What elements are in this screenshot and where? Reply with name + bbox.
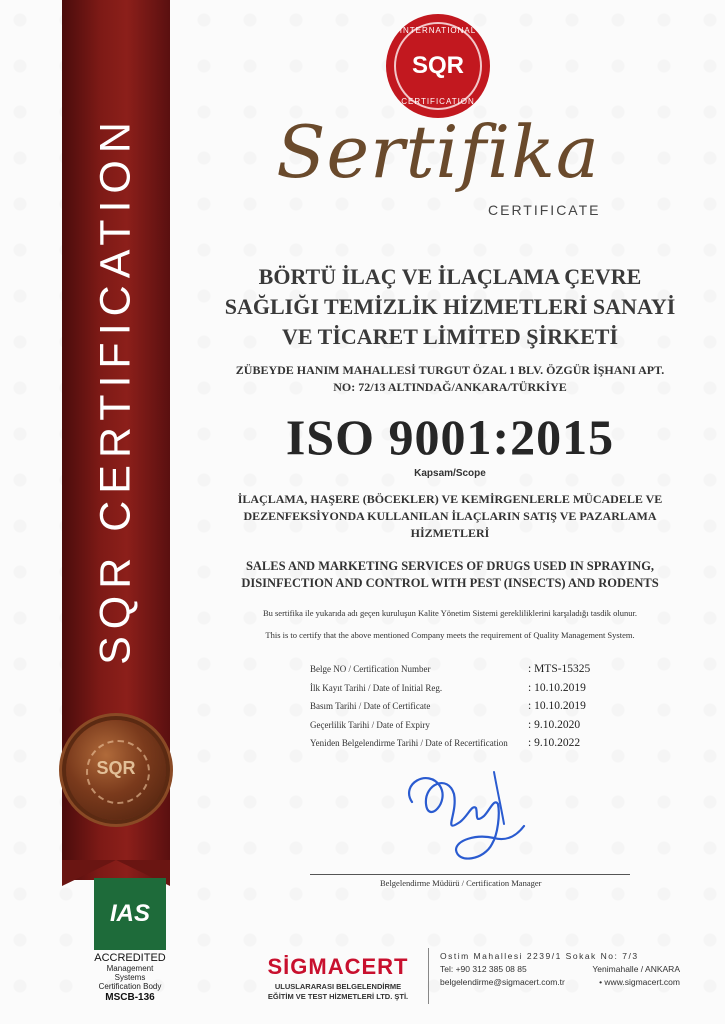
detail-label: İlk Kayıt Tarihi / Date of Initial Reg. [310,682,443,693]
scope-turkish [200,491,700,542]
address-line: ZÜBEYDE HANIM MAHALLESİ TURGUT ÖZAL 1 BLV. ÖZGÜR İŞHANI APT. [235,363,665,377]
company-name-line: VE TİCARET LİMİTED ŞİRKETİ [281,324,618,349]
detail-row [310,660,690,679]
detail-value: : 9.10.2020 [528,718,581,731]
sqr-logo-arc-bottom: CERTIFICATION [401,97,475,106]
footer-email[interactable]: belgelendirme@sigmacert.com.tr [440,977,565,987]
detail-row [310,679,690,698]
footer-website[interactable]: • www.sigmacert.com [599,977,680,987]
detail-row [310,716,690,735]
certification-statement-tr: Bu sertifika ile yukarıda adı geçen kuruluşun Kalite Yönetim Sistemi gerekliliklerini karşıladığı tasdik olunur. [262,608,638,618]
detail-value: : MTS-15325 [528,663,591,676]
company-address [200,362,700,396]
footer-divider [428,948,429,1004]
sigmacert-tagline-line: EĞİTİM VE TEST HİZMETLERİ LTD. ŞTİ. [267,992,409,1001]
footer-address: Ostim Mahallesi 2239/1 Sokak No: 7/3 [440,951,639,961]
standard-name: ISO 9001:2015 [285,409,615,465]
company-name-line: SAĞLIĞI TEMİZLİK HİZMETLERİ SANAYİ [224,294,676,319]
sqr-logo-arc-top: INTERNATIONAL [399,26,477,35]
company-name-line: BÖRTÜ İLAÇ VE İLAÇLAMA ÇEVRE [258,264,642,289]
certification-statement-en: This is to certify that the above mentioned Company meets the requirement of Quality Management System. [265,630,635,640]
detail-row [310,734,690,753]
manager-signature [398,764,538,874]
footer-phone: Tel: +90 312 385 08 85 [440,964,527,974]
company-name [200,262,700,352]
footer-phone-row [440,963,680,976]
detail-label: Basım Tarihi / Date of Certificate [310,701,431,712]
scope-label: Kapsam/Scope [414,468,486,479]
ias-line: Certification Body [98,982,162,991]
ias-line: Systems [114,973,146,982]
ias-accredited-label: ACCREDITED [94,952,166,964]
sigmacert-tagline [258,982,418,1002]
ias-logo: IAS [94,878,166,950]
detail-value: : 9.10.2022 [528,737,581,750]
ias-code: MSCB-136 [105,992,155,1003]
sigmacert-logo: SİGMACERT [267,954,409,979]
scope-en-line: DISINFECTION AND CONTROL WITH PEST (INSECTS) AND RODENTS [241,576,659,590]
address-line: NO: 72/13 ALTINDAĞ/ANKARA/TÜRKİYE [333,380,567,394]
scope-tr-line: HİZMETLERİ [410,526,490,540]
footer-web-row [440,976,680,989]
detail-label: Geçerlilik Tarihi / Date of Expiry [310,719,430,730]
certificate-title: Sertifika [276,110,600,194]
wax-seal [66,720,166,820]
certificate-subtitle: CERTIFICATE [488,202,601,218]
scope-en-line: SALES AND MARKETING SERVICES OF DRUGS USED IN SPRAYING, [245,559,655,573]
footer-contact [440,950,680,989]
scope-english [200,558,700,592]
detail-value: : 10.10.2019 [528,681,586,694]
detail-label: Belge NO / Certification Number [310,664,431,675]
ribbon-label: SQR CERTIFICATION [91,115,140,665]
scope-tr-line: DEZENFEKSİYONDA KULLANILAN İLAÇLARIN SATIŞ VE PAZARLAMA [243,509,657,523]
sigmacert-tagline-line: ULUSLARARASI BELGELENDİRME [274,982,402,991]
detail-row [310,697,690,716]
sqr-international-logo [386,14,490,118]
detail-label: Yeniden Belgelendirme Tarihi / Date of Recertification [310,738,508,749]
ias-accreditation-block [88,878,172,1003]
certificate-details [310,660,690,753]
sqr-logo-text: SQR [411,52,464,79]
wax-seal-text: SQR [96,758,136,778]
scope-tr-line: İLAÇLAMA, HAŞERE (BÖCEKLER) VE KEMİRGENLERLE MÜCADELE VE [237,492,663,506]
signature-line [310,874,630,875]
footer-district: Yenimahalle / ANKARA [592,964,680,974]
signature-caption: Belgelendirme Müdürü / Certification Manager [380,878,542,888]
ias-line: Management [106,964,154,973]
detail-value: : 10.10.2019 [528,700,586,713]
